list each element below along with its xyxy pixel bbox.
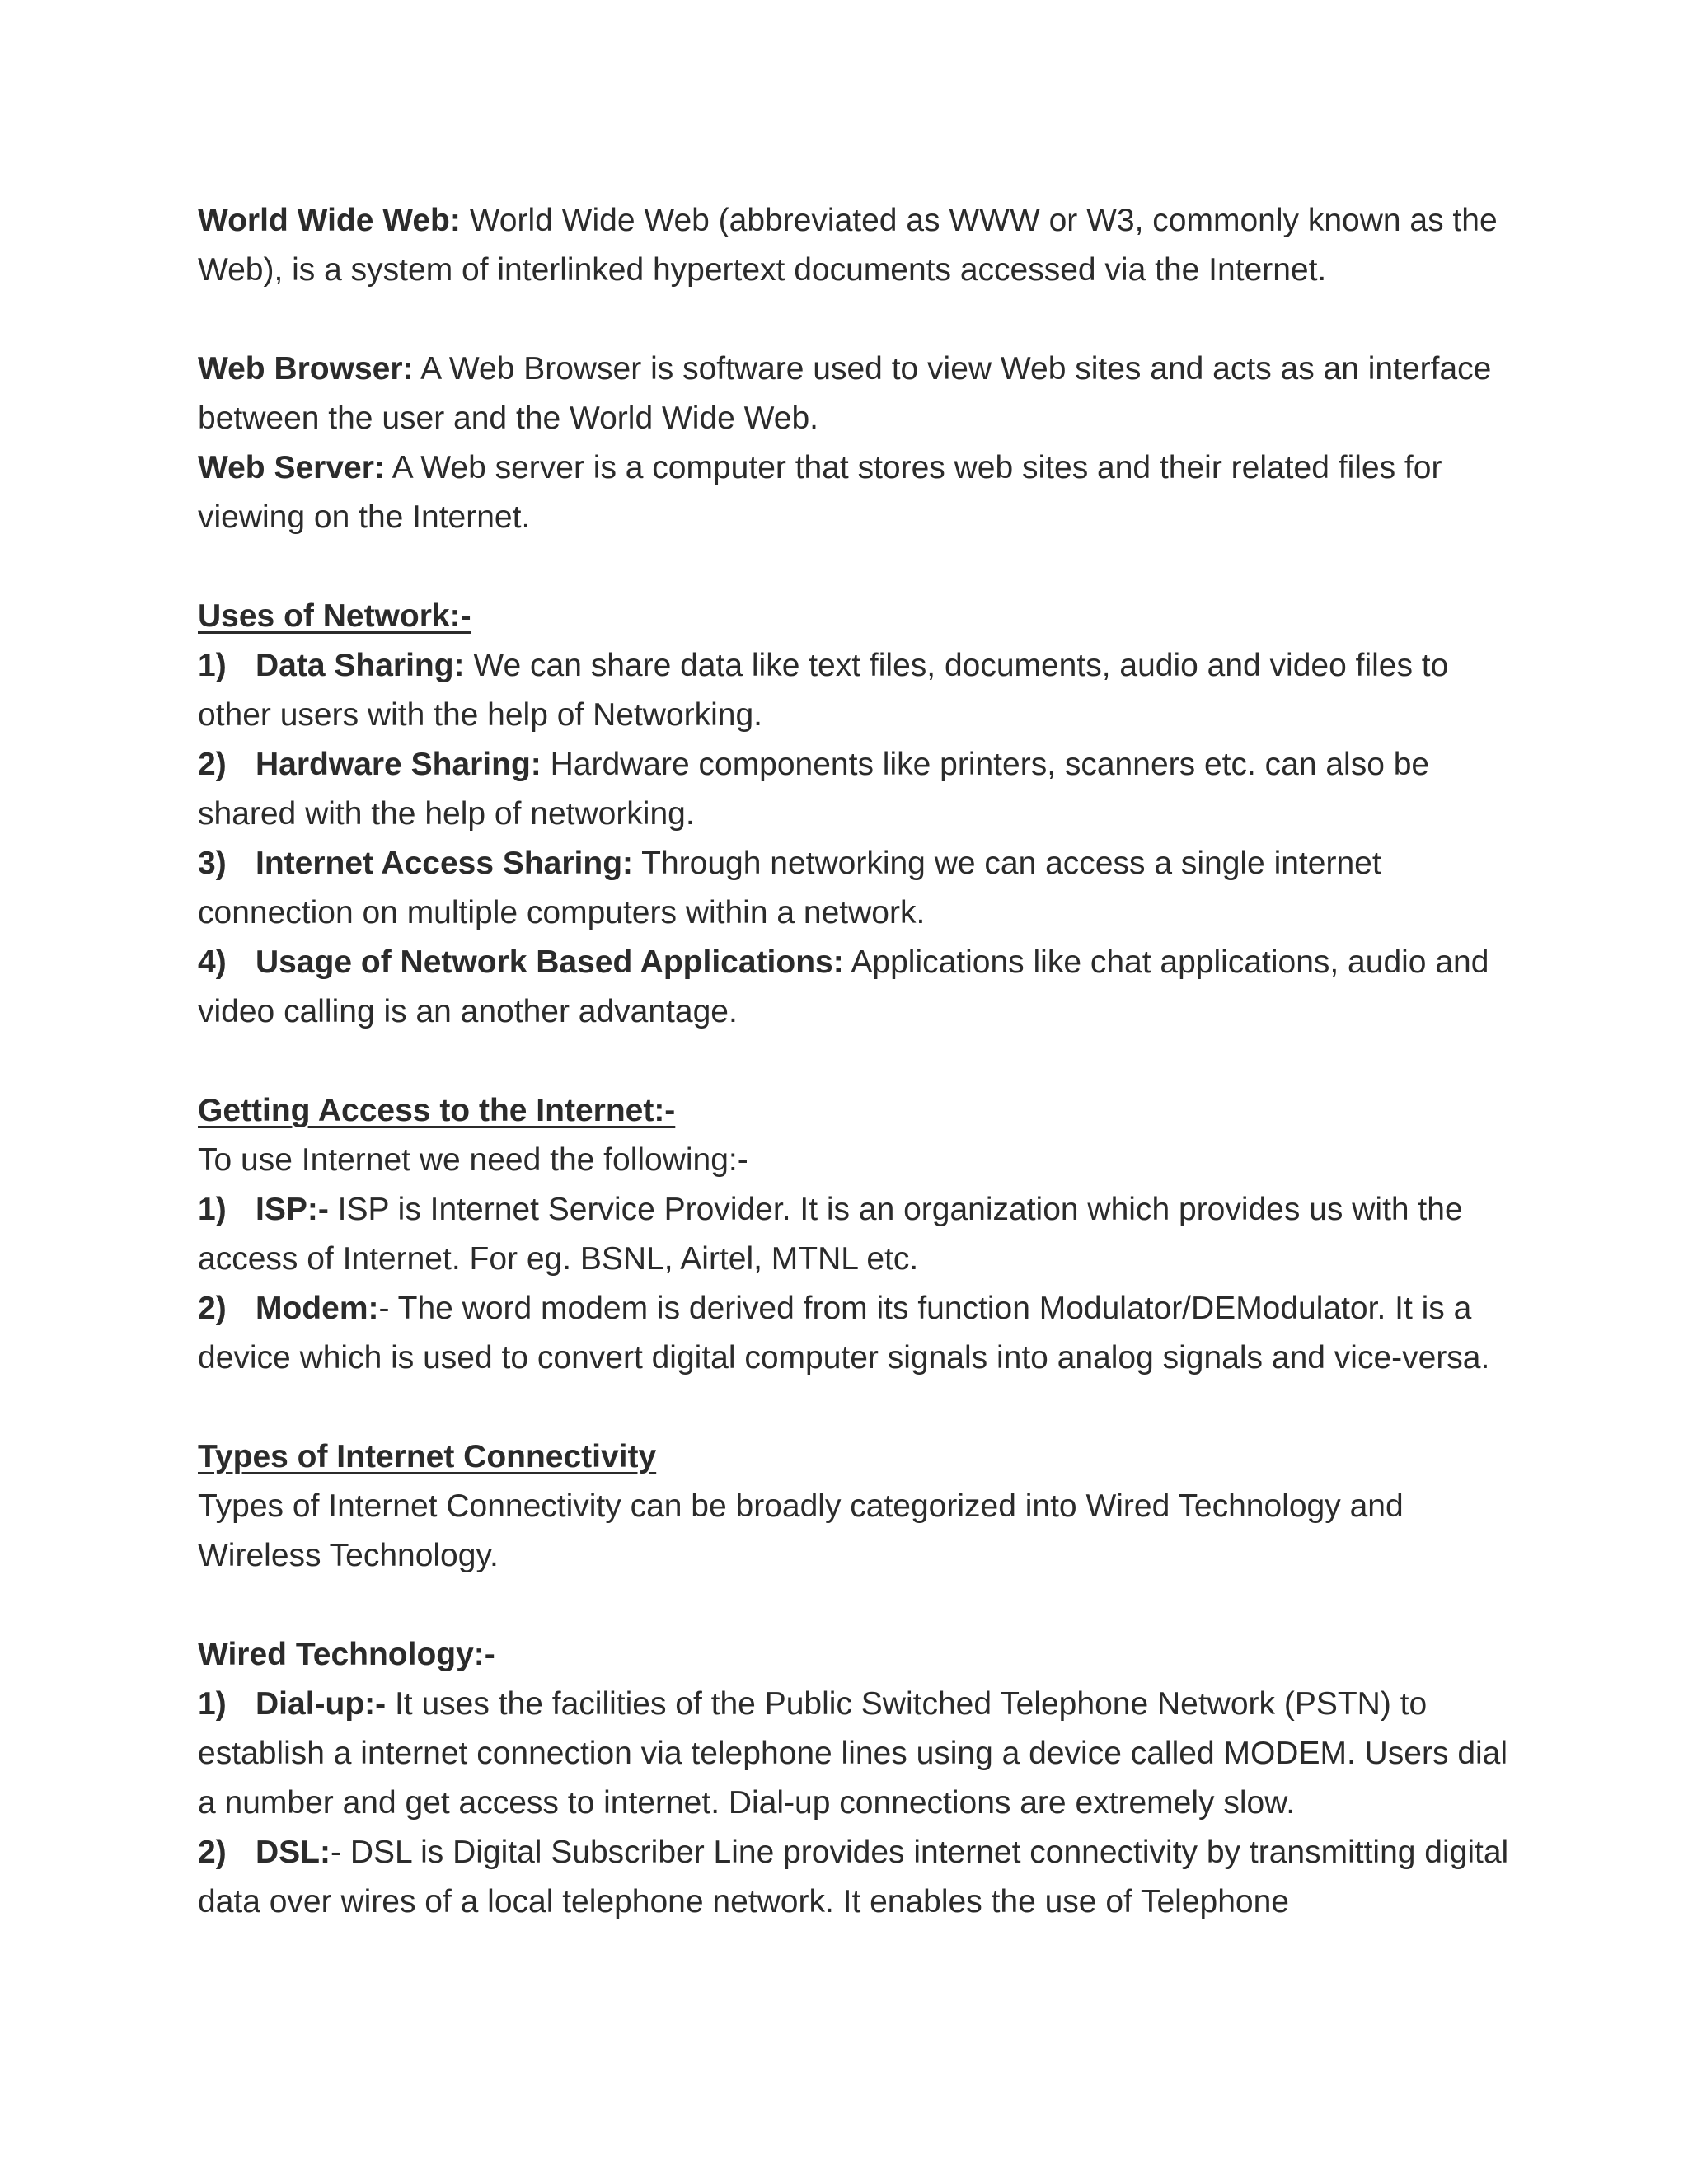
list-item xyxy=(198,938,1517,1037)
list-term: Hardware Sharing: xyxy=(256,747,542,782)
definition-term: World Wide Web: xyxy=(198,203,461,238)
list-text: It uses the facilities of the Public Switched Telephone Network (PSTN) to establish a internet connection via telephone lines using a device called MODEM. Users dial a number and get access to internet. Dial-up connections are extremely slow. xyxy=(198,1686,1508,1821)
list-item xyxy=(198,641,1517,740)
list-item xyxy=(198,740,1517,839)
spacer xyxy=(198,1581,1517,1630)
definition-text: A Web Browser is software used to view Web sites and acts as an interface between the user and the World Wide Web. xyxy=(198,351,1492,436)
list-item xyxy=(198,1828,1517,1927)
list-number: 2) xyxy=(198,747,227,782)
list-term: Internet Access Sharing: xyxy=(256,846,634,881)
list-term: ISP:- xyxy=(256,1192,329,1227)
list-term: Usage of Network Based Applications: xyxy=(256,944,844,980)
list-term: Dial-up:- xyxy=(256,1686,387,1722)
section-heading-access: Getting Access to the Internet:- xyxy=(198,1093,676,1128)
connectivity-text: Types of Internet Connectivity can be broadly categorized into Wired Technology and Wireless Technology. xyxy=(198,1488,1404,1573)
list-term: Data Sharing: xyxy=(256,648,465,683)
list-term: Modem: xyxy=(256,1291,379,1326)
section-heading-connectivity: Types of Internet Connectivity xyxy=(198,1439,657,1474)
definition-term: Web Server: xyxy=(198,450,385,485)
list-item xyxy=(198,1185,1517,1284)
list-text: Applications like chat applications, audio and video calling is an another advantage. xyxy=(198,944,1489,1029)
list-item xyxy=(198,839,1517,938)
section-heading-uses: Uses of Network:- xyxy=(198,598,471,634)
definition-web-browser xyxy=(198,344,1517,443)
list-text: - DSL is Digital Subscriber Line provides internet connectivity by transmitting digital data over wires of a local telephone network. It enables the use of Telephone xyxy=(198,1835,1509,1919)
list-item xyxy=(198,1284,1517,1383)
list-text: Through networking we can access a single internet connection on multiple computers within a network. xyxy=(198,846,1381,930)
list-number: 3) xyxy=(198,846,227,881)
definition-web-server xyxy=(198,443,1517,542)
spacer xyxy=(198,295,1517,344)
definition-www xyxy=(198,196,1517,295)
access-intro: To use Internet we need the following:- xyxy=(198,1142,748,1178)
definition-term: Web Browser: xyxy=(198,351,414,387)
list-term: DSL: xyxy=(256,1835,331,1870)
list-text: Hardware components like printers, scanners etc. can also be shared with the help of networking. xyxy=(198,747,1430,832)
definition-text: World Wide Web (abbreviated as WWW or W3, commonly known as the Web), is a system of interlinked hypertext documents accessed via the Internet. xyxy=(198,203,1498,288)
spacer xyxy=(198,1037,1517,1086)
list-item xyxy=(198,1680,1517,1828)
spacer xyxy=(198,542,1517,592)
list-text: ISP is Internet Service Provider. It is an organization which provides us with the access of Internet. For eg. BSNL, Airtel, MTNL etc. xyxy=(198,1192,1463,1277)
spacer xyxy=(198,1383,1517,1432)
definition-text: A Web server is a computer that stores web sites and their related files for viewing on the Internet. xyxy=(198,450,1442,535)
list-text: We can share data like text files, documents, audio and video files to other users with the help of Networking. xyxy=(198,648,1449,733)
list-number: 1) xyxy=(198,1686,227,1722)
list-text: - The word modem is derived from its function Modulator/DEModulator. It is a device which is used to convert digital computer signals into analog signals and vice-versa. xyxy=(198,1291,1490,1376)
list-number: 1) xyxy=(198,648,227,683)
list-number: 1) xyxy=(198,1192,227,1227)
list-number: 4) xyxy=(198,944,227,980)
list-number: 2) xyxy=(198,1291,227,1326)
list-number: 2) xyxy=(198,1835,227,1870)
section-heading-wired: Wired Technology:- xyxy=(198,1637,495,1672)
document-page xyxy=(198,196,1517,1927)
